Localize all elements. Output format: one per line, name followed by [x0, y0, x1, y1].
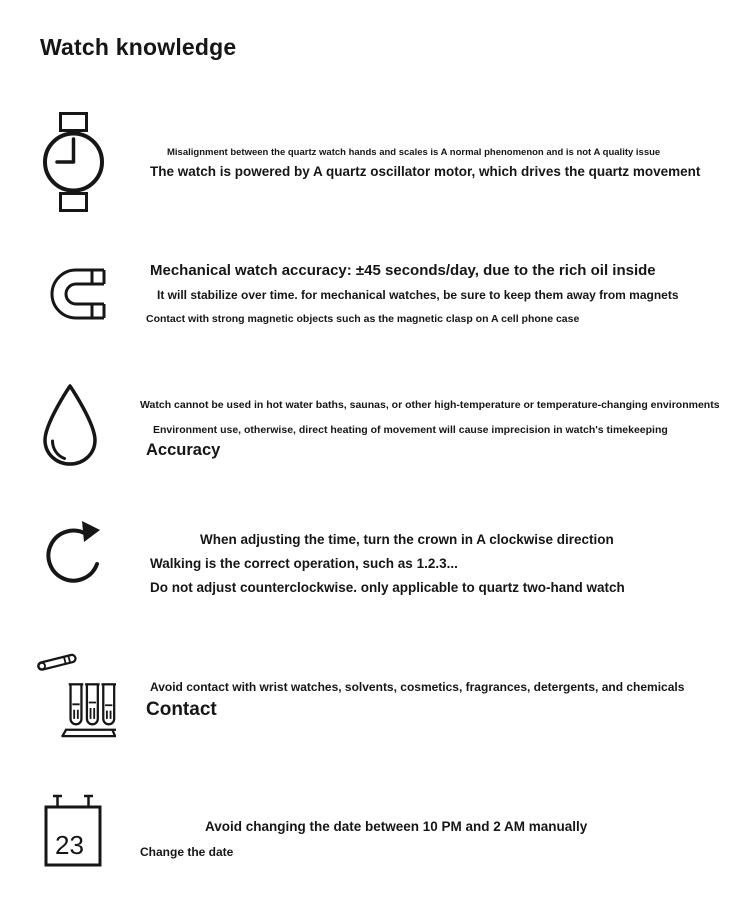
magnet-icon: [40, 265, 106, 323]
temperature-note-line: Watch cannot be used in hot water baths, saunas, or other high-temperature or temperature-changing environments: [140, 399, 720, 411]
water-drop-icon: [40, 383, 100, 467]
test-tubes-icon: [36, 646, 116, 739]
crown-main-line: When adjusting the time, turn the crown in A clockwise direction: [200, 532, 614, 547]
magnet-note-line: It will stabilize over time. for mechanical watches, be sure to keep them away from magnets: [157, 288, 679, 302]
calendar-day-number: 23: [55, 830, 84, 860]
crown-detail-line: Walking is the correct operation, such as 1.2.3...: [150, 556, 458, 571]
date-heading: Change the date: [140, 845, 234, 859]
magnet-caution-line: Contact with strong magnetic objects such as the magnetic clasp on A cell phone case: [146, 313, 580, 325]
quartz-note-line: Misalignment between the quartz watch hands and scales is A normal phenomenon and is not A quality issue: [167, 147, 661, 158]
chemicals-note-line: Avoid contact with wrist watches, solvents, cosmetics, fragrances, detergents, and chemicals: [150, 680, 685, 694]
magnet-main-line: Mechanical watch accuracy: ±45 seconds/day, due to the rich oil inside: [150, 262, 656, 279]
quartz-main-line: The watch is powered by A quartz oscillator motor, which drives the quartz movement: [150, 164, 701, 179]
chemicals-heading: Contact: [146, 699, 217, 720]
calendar-icon: [42, 793, 104, 869]
page-title: Watch knowledge: [40, 34, 237, 60]
watch-icon: [42, 112, 105, 212]
date-main-line: Avoid changing the date between 10 PM and 2 AM manually: [205, 819, 588, 834]
rotate-arrow-icon: [42, 518, 104, 590]
crown-caution-line: Do not adjust counterclockwise. only applicable to quartz two-hand watch: [150, 580, 625, 595]
temperature-detail-line: Environment use, otherwise, direct heating of movement will cause imprecision in watch's timekeeping: [153, 424, 668, 436]
temperature-heading: Accuracy: [146, 441, 221, 459]
